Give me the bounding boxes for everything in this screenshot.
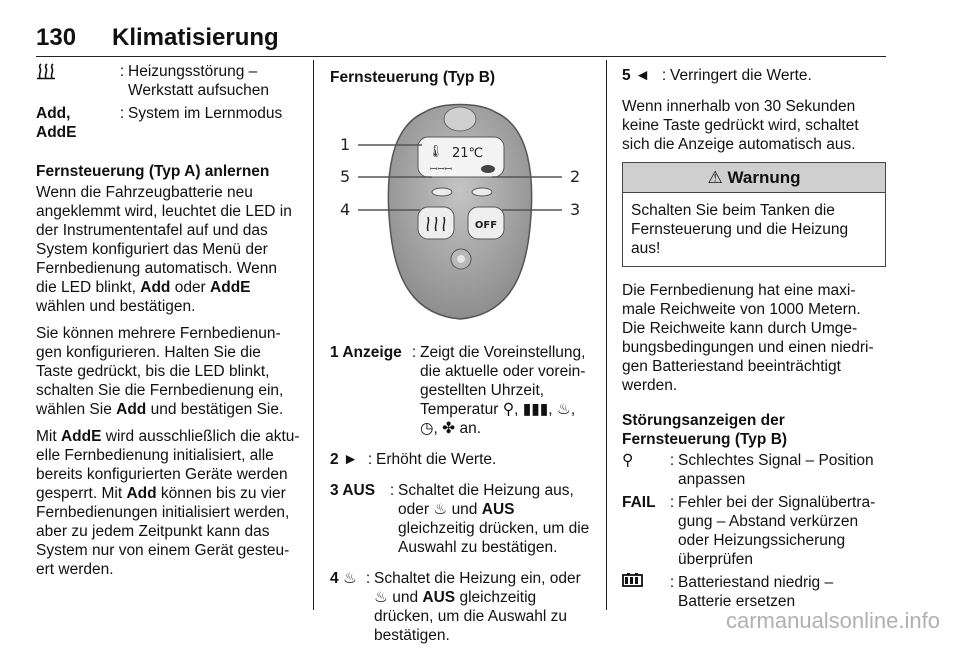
definition-on: 4 ♨ : Schaltet die Heizung ein, oder ♨ und AUS gleichzeitig drücken, um die Auswahl zu bestätigen. xyxy=(330,569,592,645)
warning-icon: ⚠ xyxy=(707,168,723,187)
definition-key: FAIL xyxy=(622,494,656,511)
heater-fault-icon xyxy=(36,62,116,100)
definition-key: 5 ◄ xyxy=(622,67,651,84)
remote-illustration xyxy=(330,97,592,329)
definition-text: Heizungsstörung – Werkstatt aufsuchen xyxy=(128,63,270,99)
paragraph: Sie können mehrere Fernbedienun-gen konfigurieren. Halten Sie die Taste gedrückt, bis die LED blinkt, schalten Sie die Fernbedienung ein, wählen Sie Add und bestätigen Sie. xyxy=(36,325,284,418)
definition-fail: FAIL : Fehler bei der Signalübertra-gung – Abstand verkürzen oder Heizungssicherung überprüfen xyxy=(622,493,886,569)
warning-text: Schalten Sie beim Tanken die Fernsteuerung und die Heizung aus! xyxy=(631,202,849,257)
definition-key: 1 Anzeige xyxy=(330,344,402,361)
page-number: 130 xyxy=(36,24,77,51)
definition-key: 2 ► xyxy=(330,451,359,468)
definition-anzeige: 1 Anzeige : Zeigt die Voreinstellung, die aktuelle oder vorein-gestellten Uhrzeit, Temperatur ⚲, ▮▮▮, ♨, ◷, ✤ an. xyxy=(330,343,592,438)
definition-text: Schaltet die Heizung aus, oder ♨ und AUS gleichzeitig drücken, um die Auswahl zu bestätigen. xyxy=(398,482,590,556)
column-1 xyxy=(36,62,300,587)
definition-key: 4 ♨ xyxy=(330,570,357,587)
definition-battery: : Batteriestand niedrig – Batterie ersetzen xyxy=(622,573,886,611)
callout-2: 2 xyxy=(570,167,581,186)
column-divider xyxy=(313,60,314,610)
definition-off: 3 AUS : Schaltet die Heizung aus, oder ♨ und AUS gleichzeitig drücken, um die Auswahl zu bestätigen. xyxy=(330,481,592,557)
svg-text:🌡: 🌡 xyxy=(428,144,444,158)
remote-off-label: OFF xyxy=(474,220,498,231)
page-title: Klimatisierung xyxy=(112,24,279,51)
paragraph: Die Fernbedienung hat eine maxi-male Reichweite von 1000 Metern. Die Reichweite kann durch Umge-bungsbedingungen und einen niedri-gen Batteriestand beeinträchtigt werden. xyxy=(622,282,874,394)
column-divider xyxy=(606,60,607,610)
definition-key: 3 AUS xyxy=(330,482,376,499)
definition-key: Add, AddE xyxy=(36,105,77,141)
callout-1: 1 xyxy=(340,135,351,154)
paragraph: Mit AddE wird ausschließlich die aktu-elle Fernbedienung initialisiert, alle bereits konfigurierten Geräte werden gesperrt. Mit Add können bis zu vier Fernbedienungen initialisiert werden, aber zu jedem Zeitpunkt kann das System nur von einem Gerät gesteu-ert werden. xyxy=(36,428,300,578)
warning-header: ⚠ Warnung xyxy=(623,163,885,193)
section-title: Störungsanzeigen der Fernsteuerung (Typ B) xyxy=(622,412,788,448)
definition-text: Fehler bei der Signalübertra-gung – Abstand verkürzen oder Heizungssicherung überprüfen xyxy=(678,494,876,568)
definition-add: Add, AddE : System im Lernmodus xyxy=(36,104,300,142)
heater-icon: ♨ xyxy=(374,589,388,606)
column-2 xyxy=(330,62,592,657)
remote-display-temp: 21℃ xyxy=(452,146,484,161)
clock-icon: ◷ xyxy=(420,420,434,437)
heater-icon: ♨ xyxy=(342,570,357,587)
callout-4: 4 xyxy=(340,200,351,219)
antenna-icon: ⚲ xyxy=(622,452,634,469)
warning-box xyxy=(622,162,886,267)
paragraph: Wenn innerhalb von 30 Sekunden keine Taste gedrückt wird, schaltet sich die Anzeige automatisch aus. xyxy=(622,98,859,153)
page-header xyxy=(36,20,886,57)
heater-icon: ♨ xyxy=(433,501,448,518)
svg-text:ꟷꟷꟷ: ꟷꟷꟷ xyxy=(430,165,452,175)
heater-icon: ♨ xyxy=(556,401,571,418)
fan-icon: ✤ xyxy=(442,420,456,437)
callout-5: 5 xyxy=(340,167,351,186)
definition-decrease: 5 ◄ : Verringert die Werte. xyxy=(622,66,886,85)
paragraph: Wenn die Fahrzeugbatterie neu angeklemmt wird, leuchtet die LED in der Instrumententafel auf und das System konfiguriert das Menü der Fernbedienung automatisch. Wenn die LED blinkt, Add oder AddE wählen und bestätigen. xyxy=(36,184,292,315)
definition-text: Schlechtes Signal – Position anpassen xyxy=(678,452,874,488)
definition-text: System im Lernmodus xyxy=(128,105,283,122)
antenna-icon: ⚲ xyxy=(502,401,515,418)
section-title: Fernsteuerung (Typ A) anlernen xyxy=(36,163,270,180)
battery-icon xyxy=(622,573,666,611)
remote-control-image xyxy=(330,97,592,329)
definition-text: Batteriestand niedrig – Batterie ersetzen xyxy=(678,574,834,610)
definition-bad-signal: ⚲ : Schlechtes Signal – Position anpassen xyxy=(622,451,886,489)
definition-increase: 2 ► : Erhöht die Werte. xyxy=(330,450,592,469)
definition-heater-fault: : Heizungsstörung – Werkstatt aufsuchen xyxy=(36,62,300,100)
definition-text: Erhöht die Werte. xyxy=(376,451,497,468)
column-3 xyxy=(622,62,886,623)
watermark: carmanualsonline.info xyxy=(725,608,940,633)
battery-icon: ▮▮▮ xyxy=(522,401,549,418)
definition-text: Verringert die Werte. xyxy=(670,67,812,84)
definition-text: Schaltet die Heizung ein, oder ♨ und AUS gleichzeitig drücken, um die Auswahl zu bestätigen. xyxy=(374,570,581,644)
section-title: Fernsteuerung (Typ B) xyxy=(330,69,496,86)
definition-text: Zeigt die Voreinstellung, die aktuelle oder vorein-gestellten Uhrzeit, Temperatur ⚲, ▮▮▮, ♨, ◷, ✤ an. xyxy=(420,344,586,437)
callout-3: 3 xyxy=(570,200,581,219)
